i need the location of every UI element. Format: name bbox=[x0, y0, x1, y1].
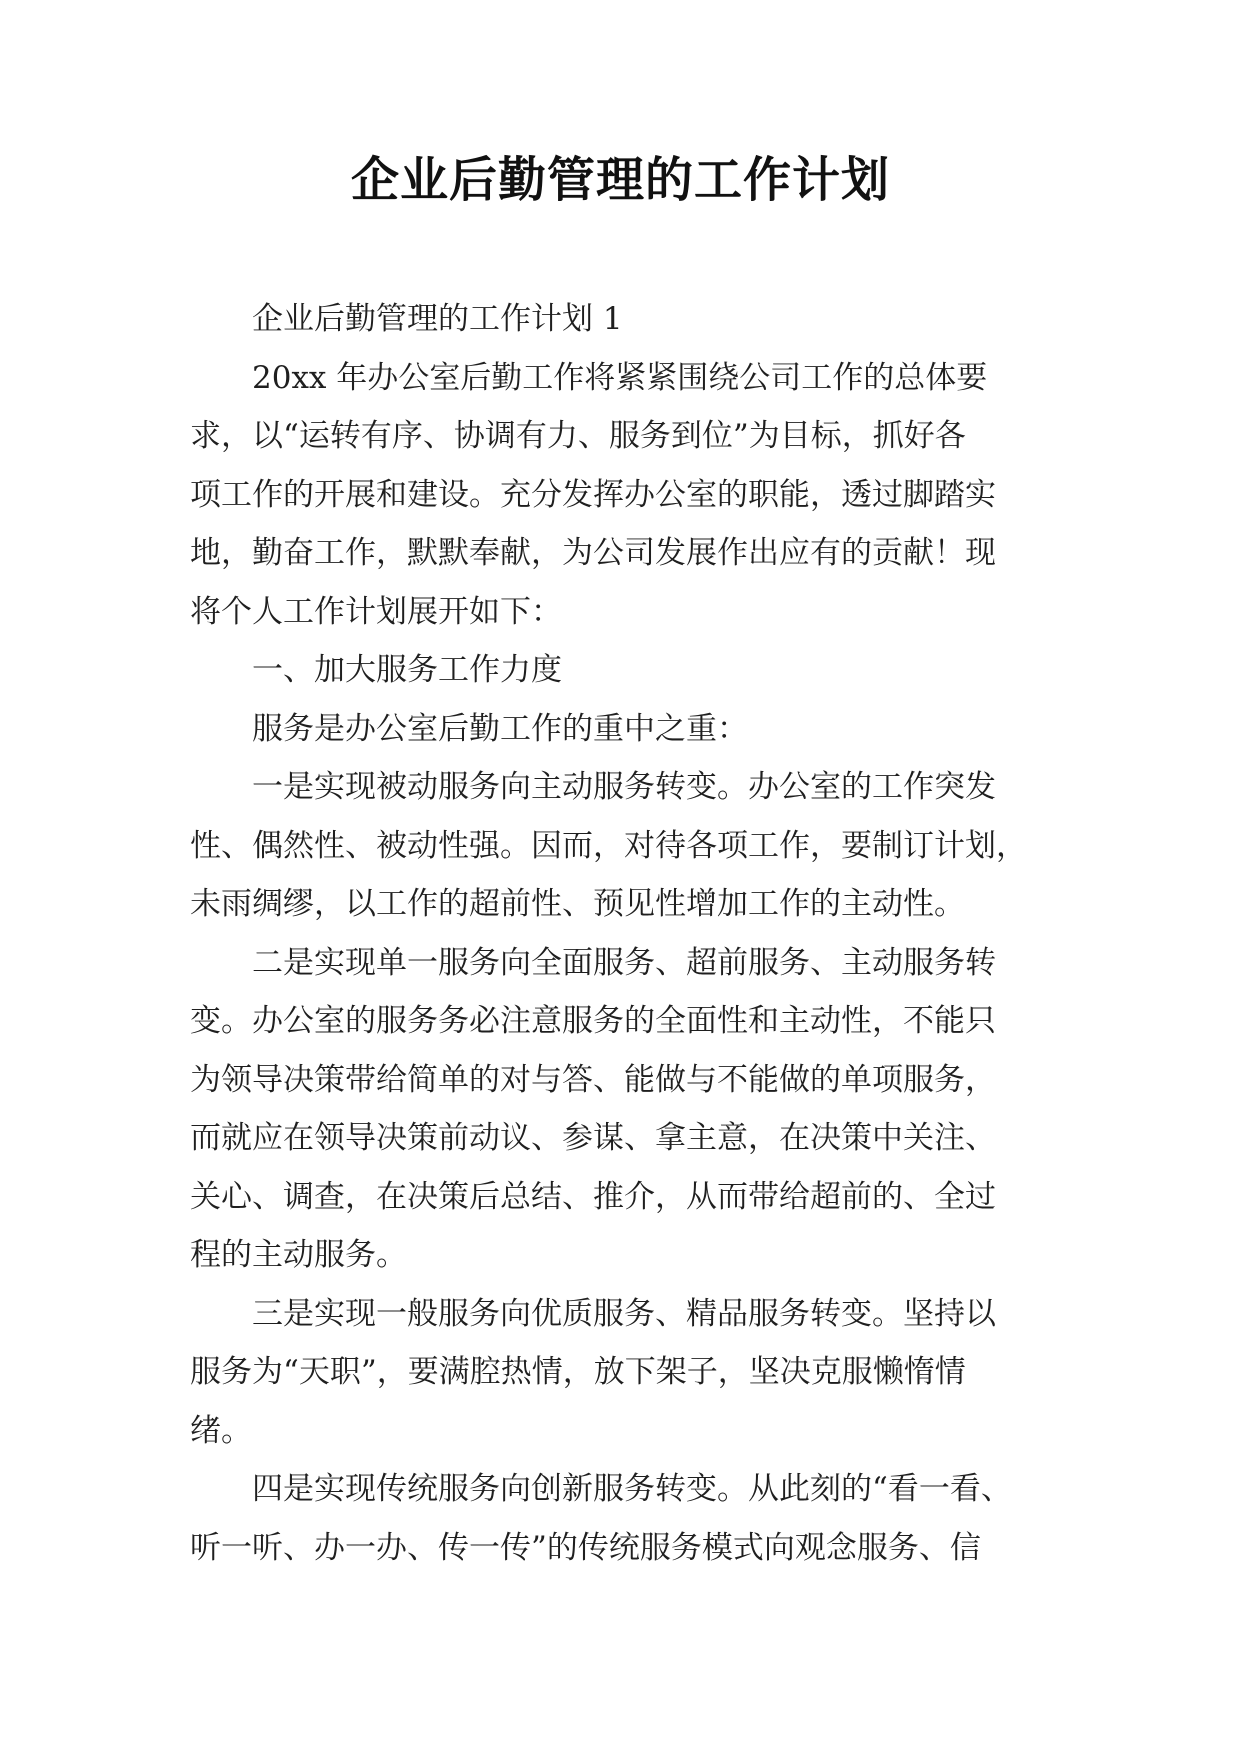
body-line: 听一听、办一办、传一传”的传统服务模式向观念服务、信 bbox=[190, 1529, 981, 1566]
body-line: 性、偶然性、被动性强。因而，对待各项工作，要制订计划， bbox=[190, 827, 1027, 864]
body-line: 一、加大服务工作力度 bbox=[252, 652, 562, 688]
body-line: 四是实现传统服务向创新服务转变。从此刻的“看一看、 bbox=[252, 1471, 1012, 1507]
body-line: 变。办公室的服务务必注意服务的全面性和主动性，不能只 bbox=[190, 1003, 996, 1039]
body-line: 程的主动服务。 bbox=[190, 1237, 407, 1273]
body-line: 而就应在领导决策前动议、参谋、拿主意，在决策中关注、 bbox=[190, 1120, 996, 1156]
body-line: 一是实现被动服务向主动服务转变。办公室的工作突发 bbox=[252, 769, 996, 805]
body-line: 地，勤奋工作，默默奉献，为公司发展作出应有的贡献！现 bbox=[190, 535, 996, 571]
document-body bbox=[190, 290, 1058, 1577]
body-line: 企业后勤管理的工作计划 1 bbox=[252, 301, 623, 337]
body-line: 服务为“天职”，要满腔热情，放下架子，坚决克服懒惰情 bbox=[190, 1354, 966, 1390]
body-line: 项工作的开展和建设。充分发挥办公室的职能，透过脚踏实 bbox=[190, 476, 996, 513]
document-title: 企业后勤管理的工作计划 bbox=[350, 152, 890, 208]
body-line: 为领导决策带给简单的对与答、能做与不能做的单项服务， bbox=[190, 1061, 996, 1098]
body-line: 将个人工作计划展开如下： bbox=[190, 593, 562, 630]
body-line: 二是实现单一服务向全面服务、超前服务、主动服务转 bbox=[252, 944, 996, 981]
body-line: 关心、调查，在决策后总结、推介，从而带给超前的、全过 bbox=[190, 1178, 996, 1215]
body-line: 20xx 年办公室后勤工作将紧紧围绕公司工作的总体要 bbox=[252, 359, 988, 396]
body-line: 服务是办公室后勤工作的重中之重： bbox=[252, 710, 748, 747]
body-line: 绪。 bbox=[190, 1412, 252, 1449]
body-line: 求，以“运转有序、协调有力、服务到位”为目标，抓好各 bbox=[190, 418, 966, 454]
body-line: 三是实现一般服务向优质服务、精品服务转变。坚持以 bbox=[252, 1295, 996, 1332]
body-line: 未雨绸缪，以工作的超前性、预见性增加工作的主动性。 bbox=[190, 886, 965, 922]
